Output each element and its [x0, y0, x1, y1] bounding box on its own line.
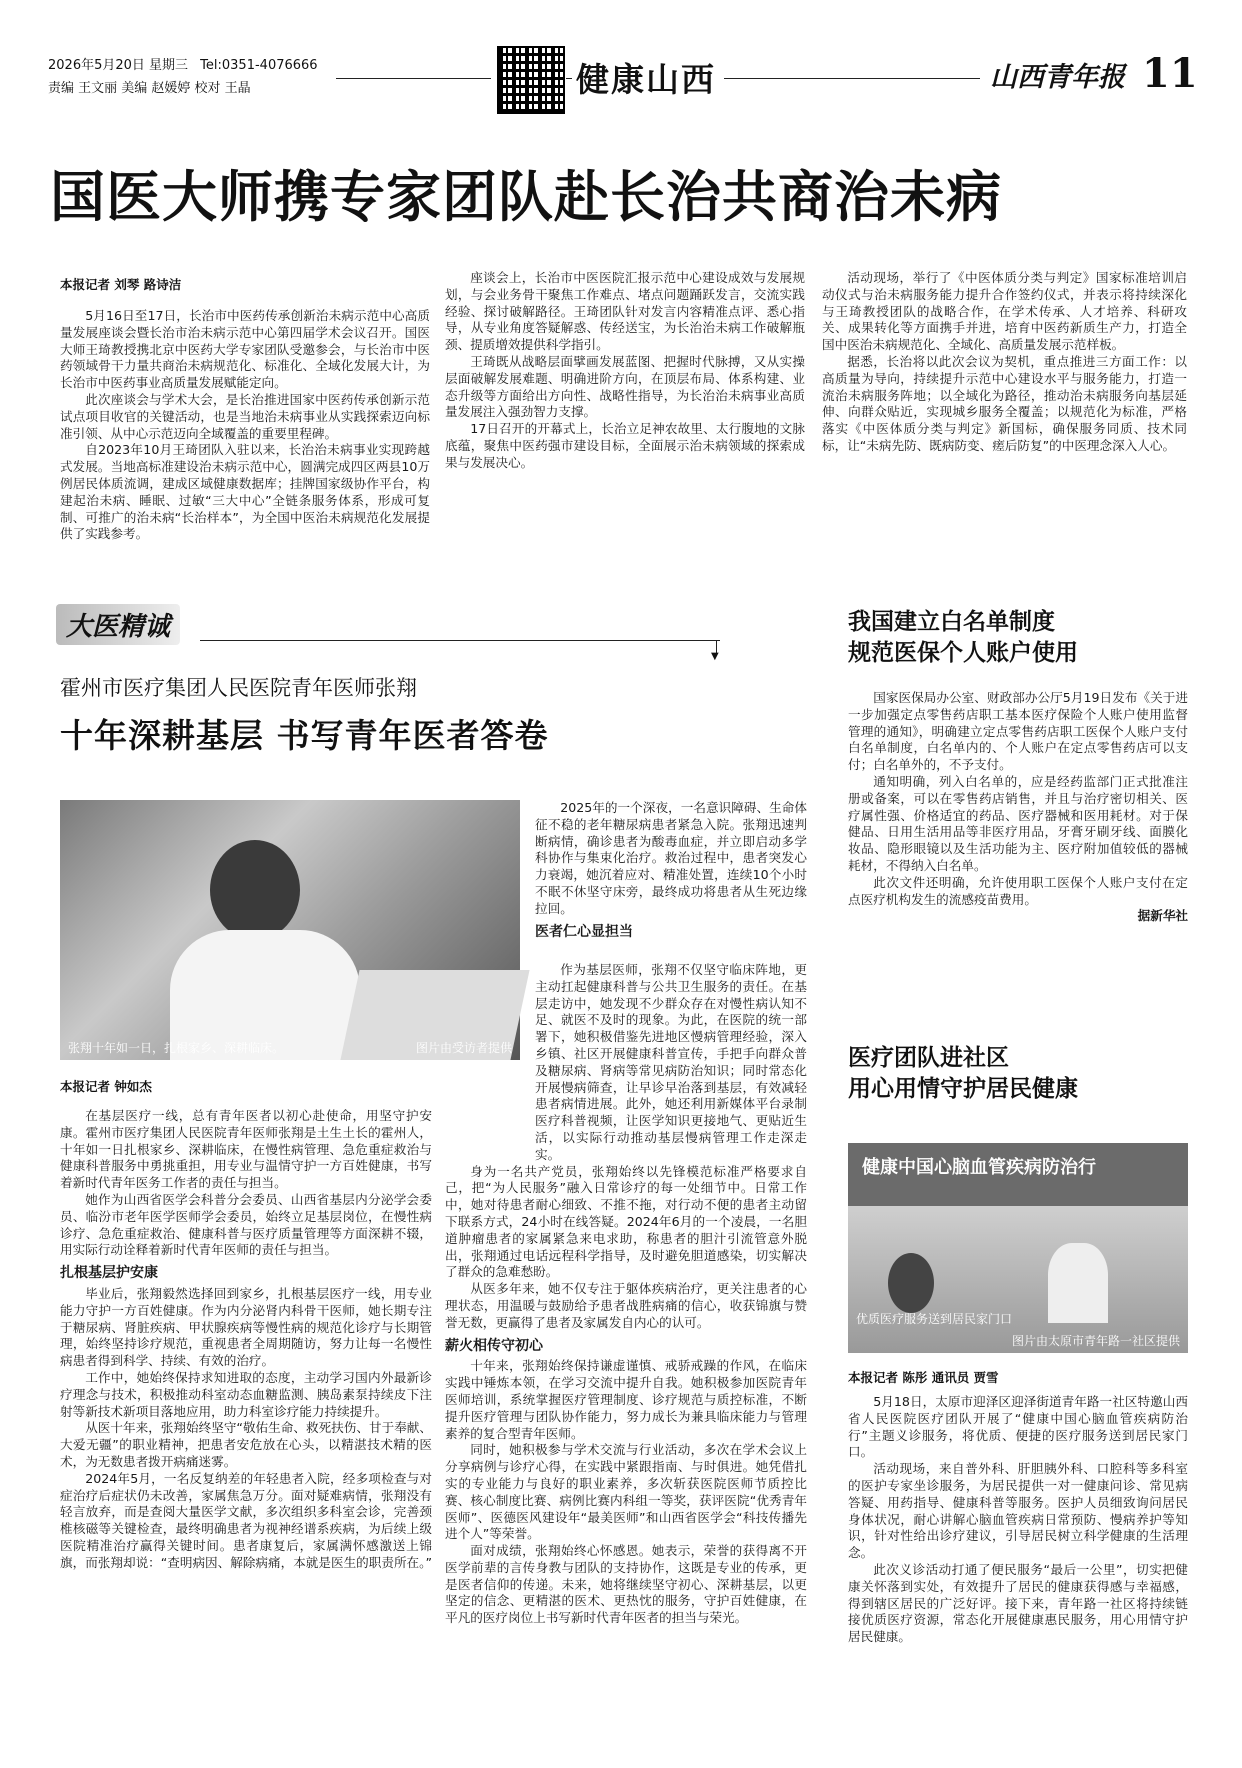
- news1-body: 国家医保局办公室、财政部办公厅5月19日发布《关于进一步加强定点零售药店职工基本医疗保险个人账户使用监督管理的通知》，明确建立定点零售药店职工医保个人账户支付白名单制度，白名单内的、个人账户在定点零售药店可以支付；白名单外的，不予支付。 通知明确，列入白名单的，应是经药监部门正式批准注册或备案，可以在零售药店销售，并且与治疗密切相关、医疗属性强、价格适宜的药品、医疗器械和医用耗材。对于保健品、日用生活用品等非医疗用品，牙膏牙刷牙线、面膜化妆品、隐形眼镜以及生活功能为主、医疗附加值较低的器械耗材，不得纳入白名单。 此次文件还明确，允许使用职工医保个人账户支付在定点医疗机构发生的流感疫苗费用。 据新华社: [848, 690, 1188, 924]
- feature-kicker: 霍州市医疗集团人民医院青年医师张翔: [60, 676, 417, 700]
- news1-headline: 我国建立白名单制度 规范医保个人账户使用: [848, 608, 1078, 666]
- header-rule-left: [336, 78, 491, 79]
- lead-byline: 本报记者 刘琴 路诗洁: [60, 277, 182, 292]
- feature-subhead-2: 医者仁心显担当: [535, 923, 633, 940]
- feature-subhead-1: 扎根基层护安康: [60, 1265, 158, 1282]
- news2-headline: 医疗团队进社区 用心用情守护居民健康: [848, 1044, 1078, 1102]
- qr-code-icon[interactable]: [497, 46, 565, 114]
- page-number: 11: [1142, 50, 1198, 97]
- feature-headline: 十年深耕基层 书写青年医者答卷: [60, 716, 549, 755]
- doctor-head-shape: [210, 840, 300, 940]
- news2-photo-credit: 图片由太原市青年路一社区提供: [1011, 1334, 1180, 1348]
- lead-column-3: 活动现场，举行了《中医体质分类与判定》国家标准培训启动仪式与治未病服务能力提升合作签约仪式，并表示将持续深化与王琦教授团队的战略合作，在学术传承、人才培养、科研攻关、成果转化等方面携手并进，培育中医药新质生产力，打造全国中医治未病规范化、全域化、高质量发展示范样板。 据悉，长治将以此次会议为契机，重点推进三方面工作：以高质量为导向，持续提升示范中心建设水平与服务能力，打造一流治未病服务阵地；以全域化为路径，推动治未病服务向基层延伸、向群众贴近，实现城乡服务全覆盖；以规范化为标准，严格落实《中医体质分类与判定》新国标，确保服务同质、技术同标，让“未病先防、既病防变、瘥后防复”的中医理念深入人心。: [822, 270, 1187, 453]
- feature-byline: 本报记者 钟如杰: [60, 1079, 152, 1094]
- community-photo: [848, 1143, 1188, 1353]
- paper-logo: 山西青年报: [990, 62, 1125, 93]
- arrow-down-icon: ▼: [711, 651, 719, 662]
- resident-shape: [888, 1253, 934, 1313]
- medic-shape: [1048, 1243, 1108, 1323]
- header-rule-right: [724, 78, 980, 79]
- lead-headline: 国医大师携专家团队赴长治共商治未病: [50, 164, 1003, 229]
- photo-caption: 张翔十年如一日，扎根家乡、深耕临床。: [68, 1041, 285, 1055]
- feature-rule: [200, 640, 720, 641]
- section-name: 健康山西: [576, 60, 716, 99]
- news2-byline: 本报记者 陈彤 通讯员 贾雪: [848, 1370, 999, 1385]
- news2-body: 5月18日，太原市迎泽区迎泽街道青年路一社区特邀山西省人民医院医疗团队开展了“健康中国心脑血管疾病防治行”主题义诊服务，将优质、便捷的医疗服务送到居民家门口。 活动现场，来自普外科、肝胆胰外科、口腔科等多科室的医护专家坐诊服务，为居民提供一对一健康问诊、常见病答疑、用药指导、健康科普等服务。医护人员细致询问居民身体状况，耐心讲解心脑血管疾病日常预防、慢病养护等知识，针对性给出诊疗建议，引导居民树立科学健康的生活理念。 此次义诊活动打通了便民服务“最后一公里”，切实把健康关怀落到实处，有效提升了居民的健康获得感与幸福感，得到辖区居民的广泛好评。接下来，青年路一社区将持续链接优质医疗资源，常态化开展健康惠民服务，用心用情守护居民健康。: [848, 1394, 1188, 1645]
- feature-column-2: 作为基层医师，张翔不仅坚守临床阵地，更主动扛起健康科普与公共卫生服务的责任。在基层走访中，她发现不少群众存在对慢性病认知不足、就医不及时的现象。为此，在医院的统一部署下，她积极借鉴先进地区慢病管理经验，深入乡镇、社区开展健康科普宣传，手把手向群众普及糖尿病、肾病等常见病防治知识；同时常态化开展慢病筛查，让早诊早治落到基层，有效减轻患者病情进展。此外，她还利用新媒体平台录制医疗科普视频，让医学知识更接地气、更贴近生活，以实际行动推动基层慢病管理工作走深走实。 身为一名共产党员，张翔始终以先锋模范标准严格要求自己，把“为人民服务”融入日常诊疗的每一处细节中。日常工作中，她对待患者耐心细致、不推不拖，对行动不便的患者主动留下联系方式，24小时在线答疑。2024年6月的一个凌晨，一名胆道肿瘤患者的家属紧急来电求助，称患者的胆汁引流管意外脱出，张翔通过电话远程科学指导，及时避免胆道感染，切实解决了群众的急难愁盼。 从医多年来，她不仅专注于躯体疾病治疗，更关注患者的心理状态，用温暖与鼓励给予患者战胜病痛的信心，收获锦旗与赞誉无数，更赢得了患者及家属发自内心的认可。 薪火相传守初心 十年来，张翔始终保持谦虚谨慎、戒骄戒躁的作风，在临床实践中锤炼本领，在学习交流中提升自我。她积极参加医院青年医师培训，系统掌握医疗管理制度、诊疗规范与质控标准，不断提升医疗管理与团队协作能力，努力成长为兼具临床能力与管理素养的复合型青年医师。 同时，她积极参与学术交流与行业活动，多次在学术会议上分享病例与诊疗心得，在实践中紧跟指南、与时俱进。她凭借扎实的专业能力与良好的职业素养，多次斩获医院医师节质控比赛、核心制度比赛、病例比赛内科组一等奖，获评医院“优秀青年医师”、医德医风建设年“最美医师”和山西省医学会“科技传播先进个人”等荣誉。 面对成绩，张翔始终心怀感恩。她表示，荣誉的获得离不开医学前辈的言传身教与团队的支持协作，这既是专业的传承，更是医者信仰的传递。未来，她将继续坚守初心、深耕基层，以更坚定的信念、更精湛的医术、更热忱的服务，守护百姓健康，在平凡的医疗岗位上书写新时代青年医者的担当与荣光。: [445, 962, 807, 1626]
- header-rule-mid: [566, 78, 572, 79]
- date-line: 2026年5月20日 星期三 Tel:0351-4076666: [48, 58, 318, 73]
- feature-column-1: 在基层医疗一线，总有青年医者以初心赴使命，用坚守护安康。霍州市医疗集团人民医院青年医师张翔是土生土长的霍州人，十年如一日扎根家乡、深耕临床，在慢性病管理、急危重症救治与健康科普服务中勇挑重担，用专业与温情守护一方百姓健康，书写着新时代青年医务工作者的责任与担当。 她作为山西省医学会科普分会委员、山西省基层内分泌学会委员、临汾市老年医学医师学会委员，始终立足基层岗位，在慢性病诊疗、急危重症救治、健康科普与医疗质量管理等方面深耕不辍，用实际行动诠释着新时代青年医师的责任与担当。 扎根基层护安康 毕业后，张翔毅然选择回到家乡，扎根基层医疗一线，用专业能力守护一方百姓健康。作为内分泌肾内科骨干医师，她长期专注于糖尿病、肾脏疾病、甲状腺疾病等慢性病的规范化诊疗与长期管理，始终坚持诊疗规范，重视患者全周期随访，努力让每一名慢性病患者得到科学、持续、有效的治疗。 工作中，她始终保持求知进取的态度，主动学习国内外最新诊疗理念与技术，积极推动科室动态血糖监测、胰岛素泵持续皮下注射等新技术新项目落地应用，助力科室诊疗能力持续提升。 从医十年来，张翔始终坚守“敬佑生命、救死扶伤、甘于奉献、大爱无疆”的职业精神，把患者安危放在心头，以精湛技术精的医术，为无数患者拨开病痛迷雾。 2024年5月，一名反复纳差的年轻患者入院，经多项检查与对症治疗后症状仍未改善，家属焦急万分。面对疑难病情，张翔没有轻言放弃，而是查阅大量医学文献，多次组织多科室会诊，完善颈椎核磁等关键检查，最终明确患者为视神经谱系疾病，为后续上级医院精准治疗赢得关键时间。患者康复后，家属满怀感激送上锦旗，而张翔却说：“查明病因、解除病痛，本就是医生的职责所在。”: [60, 1108, 432, 1570]
- photo-credit: 图片由受访者提供: [415, 1041, 512, 1055]
- feature-column-2-top: 2025年的一个深夜，一名意识障碍、生命体征不稳的老年糖尿病患者紧急入院。张翔迅速判断病情，确诊患者为酸毒血症，并立即启动多学科协作与集束化治疗。救治过程中，患者突发心力衰竭，她沉着应对、精准处置，连续10个小时不眠不休坚守床旁，最终成功将患者从生死边缘拉回。 医者仁心显担当: [535, 800, 807, 940]
- feature-subhead-3: 薪火相传守初心: [445, 1337, 543, 1354]
- lead-column-1: 5月16日至17日，长治市中医药传承创新治未病示范中心高质量发展座谈会暨长治市治未病示范中心第四届学术会议召开。国医大师王琦教授携北京中医药大学专家团队受邀参会，与长治市中医药领域骨干力量共商治未病规范化、标准化、全域化发展大计，为长治市中医药事业高质量发展赋能定向。 此次座谈会与学术大会，是长治推进国家中医药传承创新示范试点项目收官的关键活动，也是当地治未病事业从实践探索迈向标准引领、从中心示范迈向全域覆盖的重要里程碑。 自2023年10月王琦团队入驻以来，长治治未病事业实现跨越式发展。当地高标准建设治未病示范中心，圆满完成四区两县10万例居民体质流调，建成区域健康数据库；挂牌国家级协作平台，构建起治未病、睡眠、过敏“三大中心”全链条服务体系，形成可复制、可推广的治未病“长治样本”，为全国中医治未病规范化发展提供了实践参考。: [60, 308, 430, 542]
- lead-column-2: 座谈会上，长治市中医医院汇报示范中心建设成效与发展规划，与会业务骨干聚焦工作难点、堵点问题踊跃发言，交流实践经验、探讨破解路径。王琦团队针对发言内容精准点评、悉心指导，从专业角度答疑解惑、传经送宝，为长治治未病工作破解瓶颈、提质增效提供科学指引。 王琦既从战略层面擘画发展蓝图、把握时代脉搏，又从实操层面破解发展难题、明确进阶方向，在顶层布局、体系构建、业态升级等方面给出方向性、战略性指导，为长治治未病事业高质量发展注入强劲智力支撑。 17日召开的开幕式上，长治立足神农故里、太行腹地的文脉底蕴，聚焦中医药强市建设目标，全面展示治未病领域的探索成果与发展决心。: [445, 270, 805, 470]
- tel-number: Tel:0351-4076666: [200, 58, 318, 73]
- news1-source: 据新华社: [1137, 908, 1188, 924]
- editors-line: 责编 王文丽 美编 赵媛婷 校对 王晶: [48, 81, 251, 96]
- column-label-brush: 大医精诚: [56, 604, 180, 645]
- photo-banner-text: 健康中国心脑血管疾病防治行: [862, 1157, 1096, 1178]
- news2-photo-caption: 优质医疗服务送到居民家门口: [856, 1312, 1013, 1326]
